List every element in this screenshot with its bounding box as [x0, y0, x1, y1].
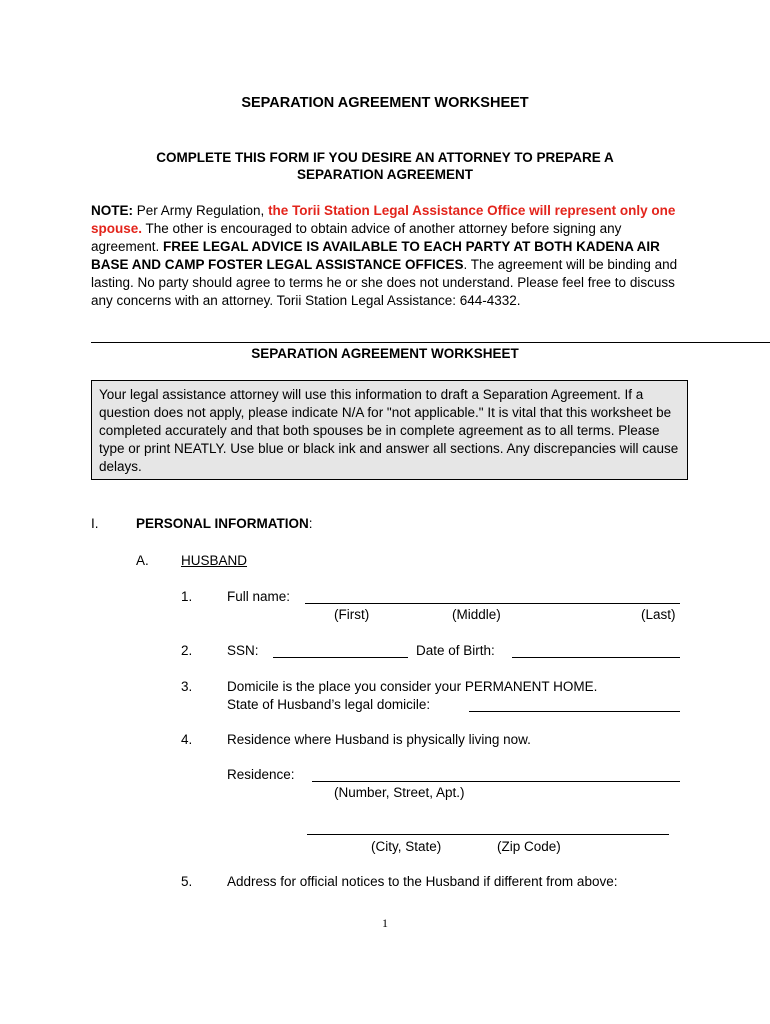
q3-number: 3.	[181, 679, 193, 694]
q1-number: 1.	[181, 589, 193, 604]
instructions-text: Your legal assistance attorney will use this information to draft a Separation Agreement. If a question does not apply, please indicate N/A for "not applicable." It is vital that this worksheet be completed accurately and that both spouses be in complete agreement as to all terms. Please type or print NEATLY. Use blue or black ink and answer all sections. Any discrepancies will cause delays.	[99, 387, 679, 474]
date-of-birth-field[interactable]	[512, 657, 680, 658]
q4-residence-label: Residence:	[227, 767, 295, 782]
note-text-2: The other is encouraged to obtain advice of another attorney before signing any agreement.	[91, 221, 622, 254]
q3-text: Domicile is the place you consider your PERMANENT HOME.	[227, 679, 598, 694]
q1-first-caption: (First)	[334, 607, 370, 622]
q3-domicile-label: State of Husband’s legal domicile:	[227, 697, 431, 712]
residence-city-zip-field[interactable]	[307, 834, 669, 835]
q1-label: Full name:	[227, 589, 291, 604]
residence-street-field[interactable]	[312, 781, 680, 782]
note-label: NOTE:	[91, 203, 133, 218]
separator-line	[91, 342, 770, 343]
full-name-field[interactable]	[305, 603, 680, 604]
note-bold-text: FREE LEGAL ADVICE IS AVAILABLE TO EACH PARTY AT BOTH KADENA AIR BASE AND CAMP FOSTER LEGAL ASSISTANCE OFFICES	[91, 239, 660, 272]
q2-number: 2.	[181, 643, 193, 658]
instructions-box	[91, 380, 688, 480]
q4-street-caption: (Number, Street, Apt.)	[334, 785, 465, 800]
subsection-letter: A.	[136, 553, 149, 568]
q5-text: Address for official notices to the Husband if different from above:	[227, 874, 618, 889]
ssn-field[interactable]	[273, 657, 408, 658]
q1-last-caption: (Last)	[641, 607, 676, 622]
domicile-field[interactable]	[469, 711, 680, 712]
q4-zip-caption: (Zip Code)	[497, 839, 561, 854]
q2-dob-label: Date of Birth:	[416, 643, 495, 658]
page-number: 1	[382, 916, 388, 930]
q5-number: 5.	[181, 874, 193, 889]
subtitle-line-2: SEPARATION AGREEMENT	[296, 167, 473, 182]
q4-number: 4.	[181, 732, 193, 747]
part-number: I.	[91, 516, 99, 531]
q2-ssn-label: SSN:	[227, 643, 259, 658]
subsection-husband-heading: HUSBAND	[181, 553, 248, 568]
q1-middle-caption: (Middle)	[452, 607, 501, 622]
note-paragraph	[91, 202, 681, 310]
note-text-1: Per Army Regulation,	[133, 203, 269, 218]
part-heading-colon: :	[308, 516, 313, 531]
subtitle-line-1: COMPLETE THIS FORM IF YOU DESIRE AN ATTORNEY TO PREPARE A	[156, 150, 614, 165]
part-heading-label: PERSONAL INFORMATION	[136, 516, 309, 531]
page-title: SEPARATION AGREEMENT WORKSHEET	[241, 95, 529, 111]
q4-city-caption: (City, State)	[371, 839, 442, 854]
part-heading	[136, 516, 313, 531]
q4-text: Residence where Husband is physically living now.	[227, 732, 531, 747]
note-text-3: . The agreement will be binding and lasting. No party should agree to terms he or she does not understand. Please feel free to discuss any concerns with an attorney. Torii Station Legal Assistance: 644-4332.	[91, 257, 678, 308]
note-red-text: the Torii Station Legal Assistance Office will represent only one spouse.	[91, 203, 676, 236]
section-heading: SEPARATION AGREEMENT WORKSHEET	[251, 346, 519, 361]
